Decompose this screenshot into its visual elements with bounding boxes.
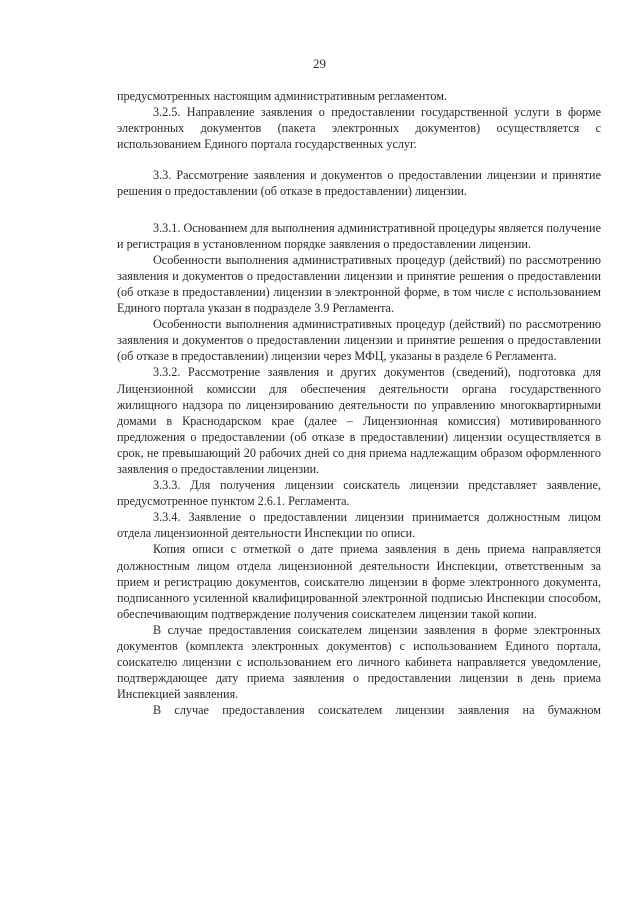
paragraph-3-3-1: 3.3.1. Основанием для выполнения административной процедуры является получение и регистрация в установленном порядке заявления о предоставлении лицензии. (117, 220, 601, 251)
page-number: 29 (313, 56, 326, 71)
paragraph-3-3-2: 3.3.2. Рассмотрение заявления и других документов (сведений), подготовка для Лицензионной комиссии для обеспечения деятельности органа государственного жилищного надзора по лицензированию деятельности по управлению многоквартирными домами в Краснодарском крае (далее – Лицензионная комиссия) мотивированного предложения о предоставлении (об отказе в предоставлении) лицензии осуществляется в срок, не превышающий 20 рабочих дней со дня приема надлежащим образом оформленного заявления о предоставлении лицензии. (117, 365, 601, 476)
paragraph-paper-submission: В случае предоставления соискателем лицензии заявления на бумажном (153, 703, 601, 718)
paragraph-3-3-3: 3.3.3. Для получения лицензии соискатель лицензии представляет заявление, предусмотренное пунктом 2.6.1. Регламента. (117, 478, 601, 509)
section-heading-3-3: 3.3. Рассмотрение заявления и документов о предоставлении лицензии и принятие решения о предоставлении (об отказе в предоставлении) лицензии. (117, 168, 601, 199)
paragraph-3-2-5: 3.2.5. Направление заявления о предоставлении государственной услуги в форме электронных документов (пакета электронных документов) осуществляется с использованием Единого портала государственных услуг. (117, 105, 601, 152)
paragraph-continuation: предусмотренных настоящим административным регламентом. (117, 89, 448, 103)
paragraph-3-3-4: 3.3.4. Заявление о предоставлении лицензии принимается должностным лицом отдела лицензионной деятельности Инспекции по описи. (117, 510, 601, 541)
paragraph-inventory-copy: Копия описи с отметкой о дате приема заявления в день приема направляется должностным лицом отдела лицензионной деятельности Инспекции, ответственным за прием и регистрацию документов, соискателю лицензии в форме электронного документа, подписанного усиленной квалифицированной электронной подписью Инспекции способом, обеспечивающим подтверждение получения соискателем лицензии такой копии. (117, 542, 601, 621)
paragraph-electronic-submission: В случае предоставления соискателем лицензии заявления в форме электронных документов (комплекта электронных документов) с использованием Единого портала, соискателю лицензии с использованием его личного кабинета направляется уведомление, подтверждающее дату приема заявления о предоставлении лицензии в день приема Инспекцией заявления. (117, 622, 601, 702)
paragraph-mfc-features: Особенности выполнения административных процедур (действий) по рассмотрению заявления и документов о предоставлении лицензии и принятие решения о предоставлении (об отказе в предоставлении) лицензии через МФЦ, указаны в разделе 6 Регламента. (117, 317, 601, 364)
document-body (117, 88, 601, 718)
paragraph-electronic-features: Особенности выполнения административных процедур (действий) по рассмотрению заявления и документов о предоставлении лицензии и принятие решения о предоставлении (об отказе в предоставлении) лицензии в электронной форме, в том числе с использованием Единого портала указан в подразделе 3.9 Регламента. (117, 252, 601, 316)
